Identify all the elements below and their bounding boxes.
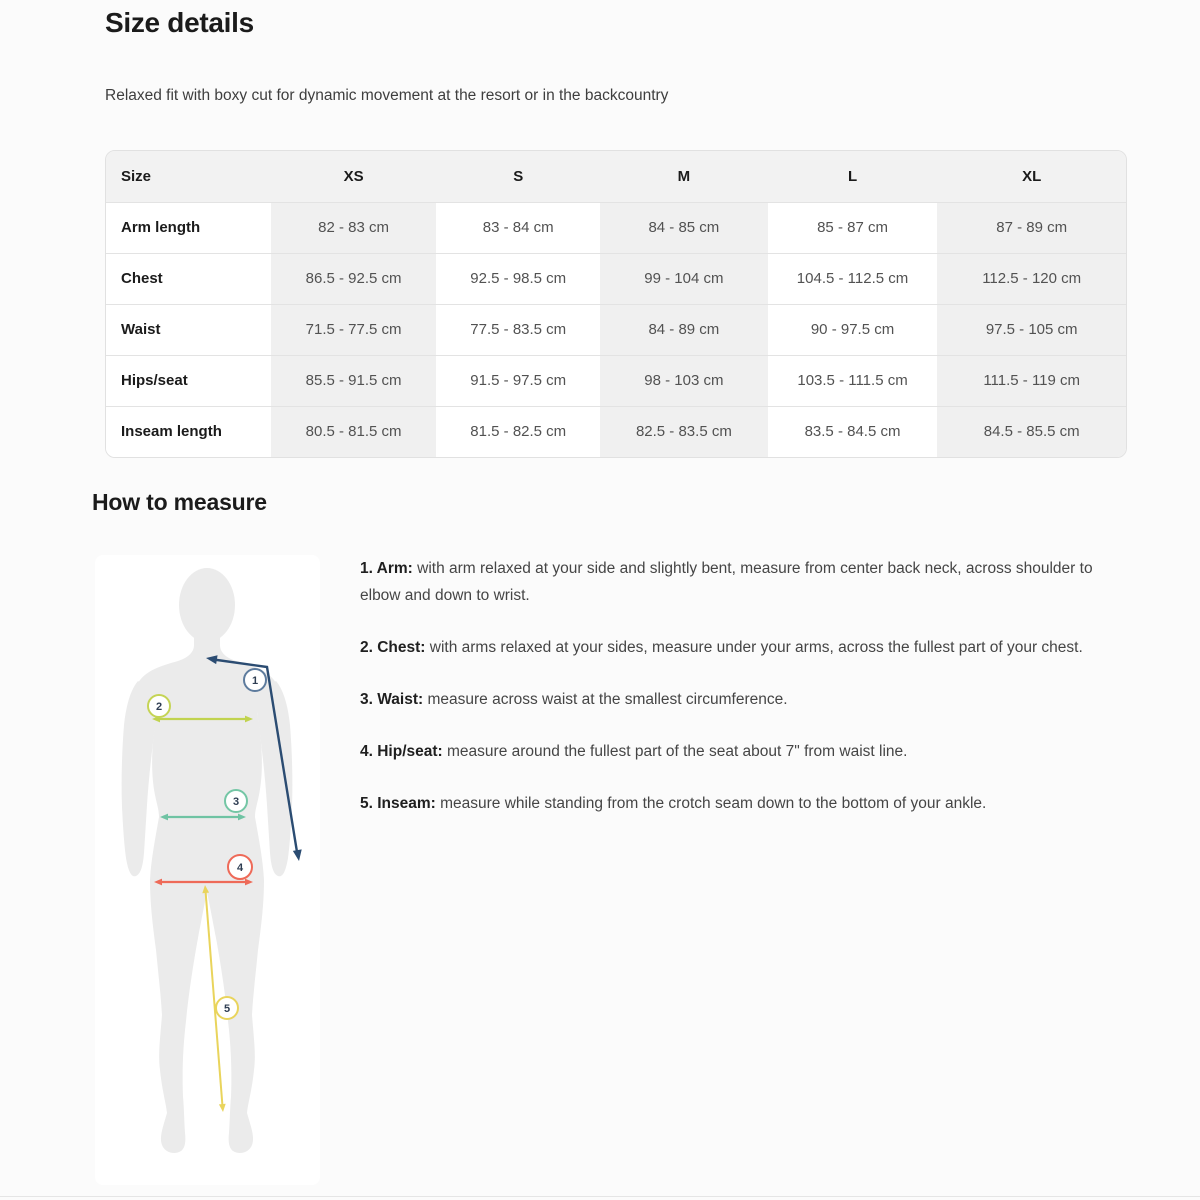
diagram-marker-1 bbox=[244, 669, 266, 691]
diagram-marker-2 bbox=[148, 695, 170, 717]
row-label: Waist bbox=[106, 304, 271, 355]
measure-step-arm bbox=[360, 555, 1100, 609]
measurement-diagram-panel bbox=[95, 555, 320, 1185]
svg-text:3: 3 bbox=[232, 796, 240, 808]
column-header-s: S bbox=[436, 151, 600, 202]
svg-text:5: 5 bbox=[223, 1003, 231, 1015]
measure-steps bbox=[360, 555, 1100, 842]
table-cell: 99 - 104 cm bbox=[600, 253, 768, 304]
row-label: Hips/seat bbox=[106, 355, 271, 406]
table-cell: 82 - 83 cm bbox=[271, 202, 437, 253]
table-cell: 77.5 - 83.5 cm bbox=[436, 304, 600, 355]
table-row-hips-seat bbox=[106, 355, 1126, 406]
step-label: 3. Waist: bbox=[360, 691, 424, 708]
table-cell: 83 - 84 cm bbox=[436, 202, 600, 253]
row-label: Chest bbox=[106, 253, 271, 304]
column-header-xl: XL bbox=[937, 151, 1126, 202]
table-cell: 92.5 - 98.5 cm bbox=[436, 253, 600, 304]
size-table bbox=[105, 150, 1127, 458]
table-cell: 83.5 - 84.5 cm bbox=[768, 406, 938, 457]
measure-step-inseam bbox=[360, 790, 1100, 817]
column-header-xs: XS bbox=[271, 151, 437, 202]
arrowhead-icon bbox=[219, 1104, 226, 1113]
how-to-measure-title: How to measure bbox=[92, 489, 267, 515]
table-cell: 71.5 - 77.5 cm bbox=[271, 304, 437, 355]
measure-step-waist bbox=[360, 686, 1100, 713]
table-cell: 80.5 - 81.5 cm bbox=[271, 406, 437, 457]
step-text: measure around the fullest part of the seat about 7" from waist line. bbox=[447, 743, 908, 760]
body-measurement-diagram bbox=[95, 555, 320, 1185]
table-cell: 82.5 - 83.5 cm bbox=[600, 406, 768, 457]
table-cell: 86.5 - 92.5 cm bbox=[271, 253, 437, 304]
step-label: 4. Hip/seat: bbox=[360, 743, 443, 760]
svg-text:2: 2 bbox=[155, 701, 163, 713]
how-to-measure-section bbox=[90, 555, 1127, 1185]
measure-step-hip-seat bbox=[360, 738, 1100, 765]
table-cell: 97.5 - 105 cm bbox=[937, 304, 1126, 355]
row-label: Arm length bbox=[106, 202, 271, 253]
column-header-size: Size bbox=[106, 151, 271, 202]
table-row-chest bbox=[106, 253, 1126, 304]
diagram-marker-4 bbox=[228, 855, 252, 879]
body-silhouette-icon bbox=[122, 568, 293, 1153]
table-header-row bbox=[106, 151, 1126, 202]
page-title: Size details bbox=[105, 7, 254, 38]
table-cell: 103.5 - 111.5 cm bbox=[768, 355, 938, 406]
table-cell: 111.5 - 119 cm bbox=[937, 355, 1126, 406]
svg-text:4: 4 bbox=[236, 862, 244, 874]
table-cell: 91.5 - 97.5 cm bbox=[436, 355, 600, 406]
diagram-marker-3 bbox=[225, 790, 247, 812]
step-text: measure across waist at the smallest circumference. bbox=[427, 691, 788, 708]
arrowhead-icon bbox=[293, 849, 304, 861]
table-cell: 84.5 - 85.5 cm bbox=[937, 406, 1126, 457]
table-row-waist bbox=[106, 304, 1126, 355]
fit-description: Relaxed fit with boxy cut for dynamic movement at the resort or in the backcountry bbox=[105, 87, 669, 104]
section-divider bbox=[0, 1196, 1200, 1197]
svg-text:1: 1 bbox=[251, 675, 259, 687]
step-text: with arms relaxed at your sides, measure under your arms, across the fullest part of your chest. bbox=[429, 639, 1083, 656]
table-cell: 112.5 - 120 cm bbox=[937, 253, 1126, 304]
table-cell: 84 - 85 cm bbox=[600, 202, 768, 253]
table-cell: 85.5 - 91.5 cm bbox=[271, 355, 437, 406]
step-label: 5. Inseam: bbox=[360, 795, 436, 812]
step-label: 2. Chest: bbox=[360, 639, 426, 656]
measure-step-chest bbox=[360, 634, 1100, 661]
column-header-l: L bbox=[768, 151, 938, 202]
table-row-arm-length bbox=[106, 202, 1126, 253]
row-label: Inseam length bbox=[106, 406, 271, 457]
table-cell: 84 - 89 cm bbox=[600, 304, 768, 355]
table-cell: 81.5 - 82.5 cm bbox=[436, 406, 600, 457]
column-header-m: M bbox=[600, 151, 768, 202]
diagram-marker-5 bbox=[216, 997, 238, 1019]
table-cell: 90 - 97.5 cm bbox=[768, 304, 938, 355]
table-row-inseam-length bbox=[106, 406, 1126, 457]
table-cell: 85 - 87 cm bbox=[768, 202, 938, 253]
table-cell: 104.5 - 112.5 cm bbox=[768, 253, 938, 304]
step-text: with arm relaxed at your side and slightly bent, measure from center back neck, across shoulder to elbow and down to wrist. bbox=[360, 560, 1093, 604]
table-cell: 87 - 89 cm bbox=[937, 202, 1126, 253]
step-label: 1. Arm: bbox=[360, 560, 413, 577]
table-cell: 98 - 103 cm bbox=[600, 355, 768, 406]
step-text: measure while standing from the crotch seam down to the bottom of your ankle. bbox=[440, 795, 987, 812]
